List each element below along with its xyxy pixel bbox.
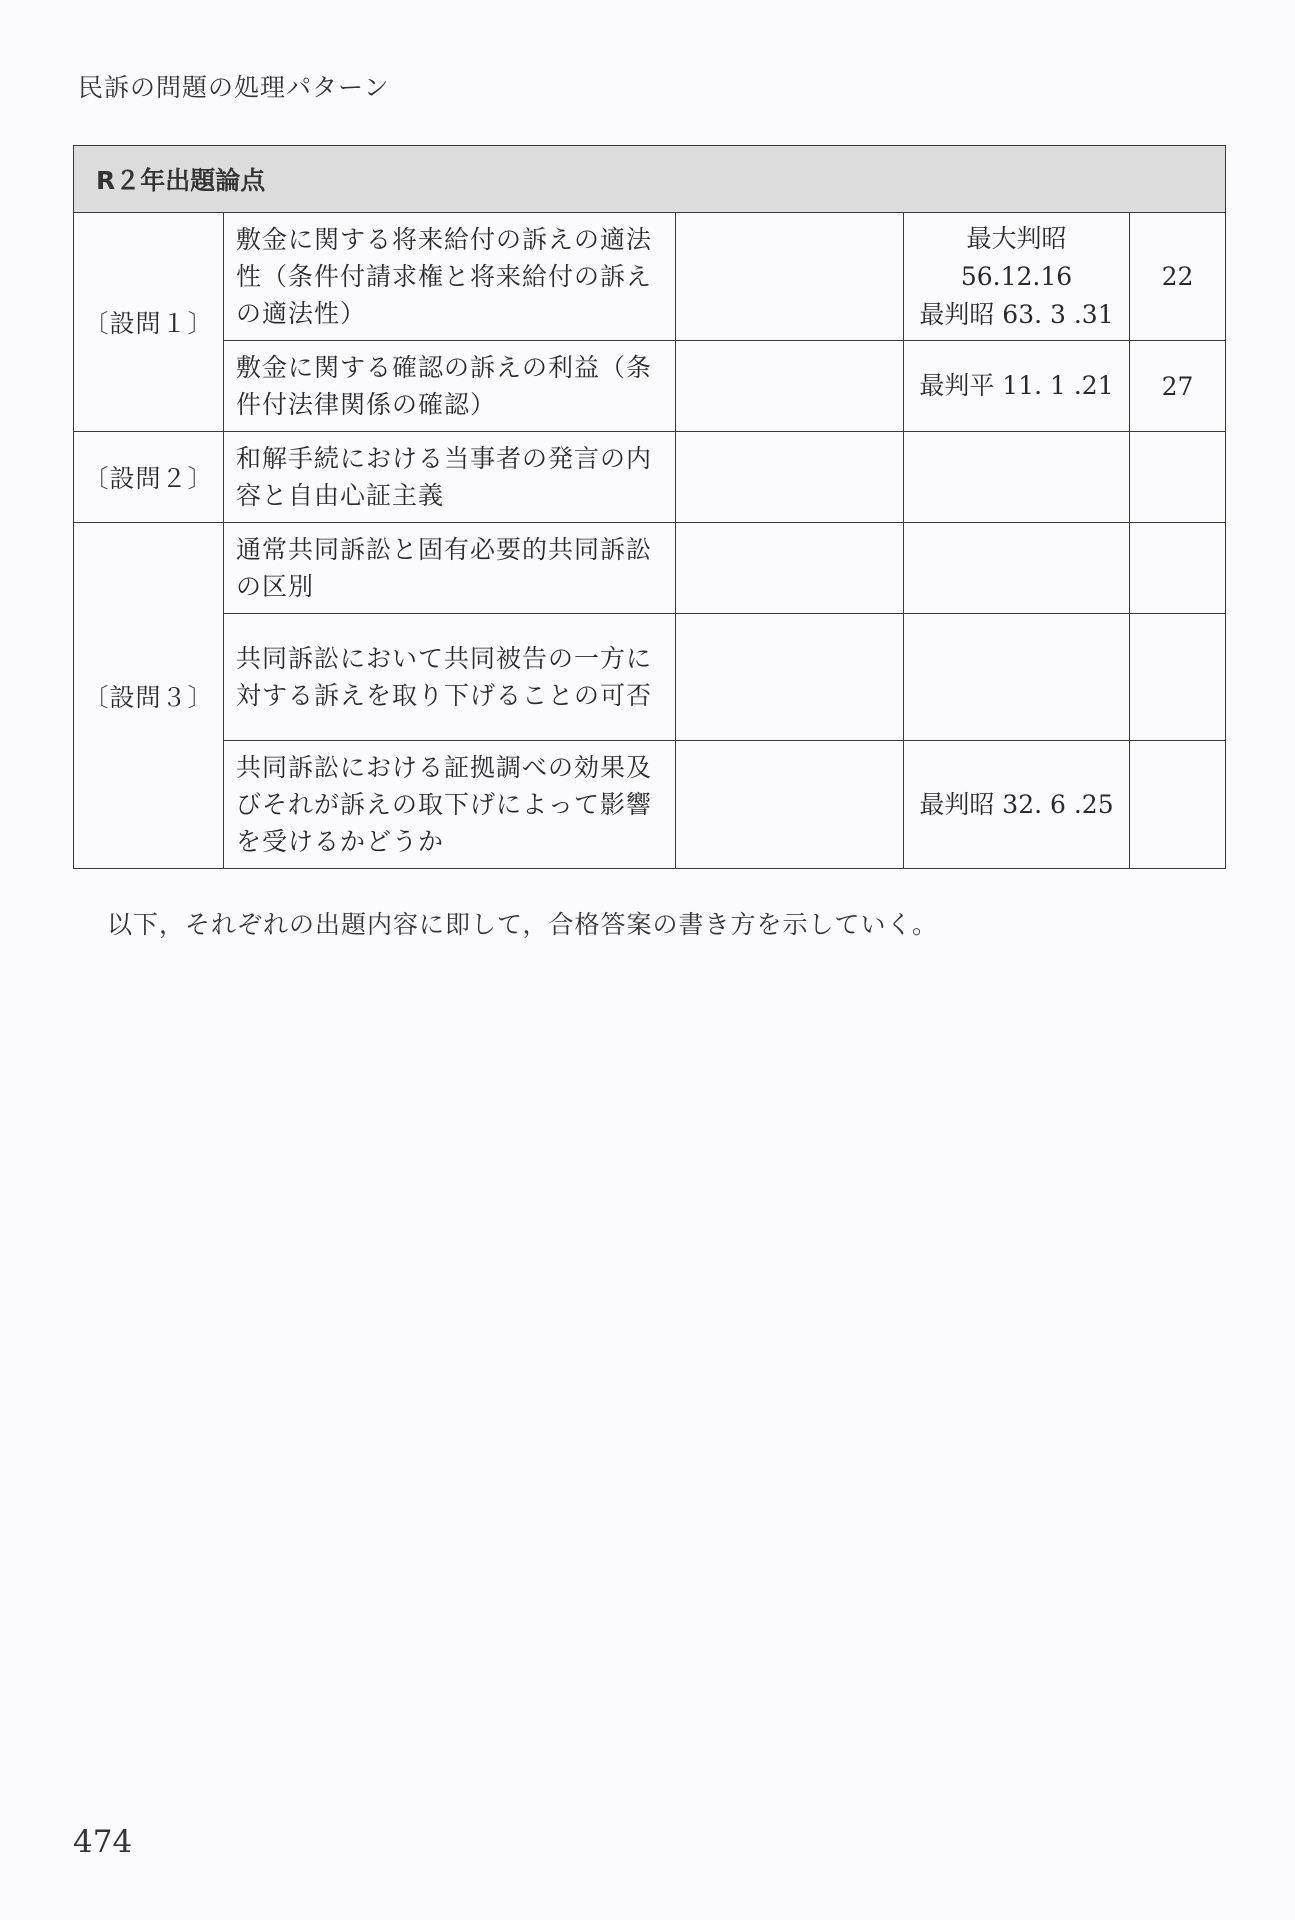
case-cell: 最大判昭 56.12.16 最判昭 63. 3 .31 <box>904 213 1130 341</box>
table-caption-row <box>74 146 1226 213</box>
table-row <box>74 341 1226 432</box>
page-ref-cell <box>1130 614 1226 741</box>
table-row <box>74 213 1226 341</box>
question-label: 〔設問１〕 <box>74 213 224 432</box>
topic-cell: 共同訴訟における証拠調べの効果及びそれが訴えの取下げによって影響を受けるかどうか <box>224 741 676 869</box>
blank-cell <box>676 741 904 869</box>
body-paragraph: 以下，それぞれの出題内容に即して，合格答案の書き方を示していく。 <box>107 910 939 939</box>
table-row <box>74 523 1226 614</box>
blank-cell <box>676 213 904 341</box>
table-row <box>74 432 1226 523</box>
running-head: 民訴の問題の処理パターン <box>78 73 390 102</box>
topic-cell: 敷金に関する確認の訴えの利益（条件付法律関係の確認） <box>224 341 676 432</box>
page-ref-cell <box>1130 523 1226 614</box>
topic-cell: 敷金に関する将来給付の訴えの適法性（条件付請求権と将来給付の訴えの適法性） <box>224 213 676 341</box>
page-number: 474 <box>73 1824 133 1860</box>
page-ref-cell: 22 <box>1130 213 1226 341</box>
blank-cell <box>676 614 904 741</box>
question-label: 〔設問２〕 <box>74 432 224 523</box>
issues-table <box>73 145 1226 869</box>
blank-cell <box>676 523 904 614</box>
blank-cell <box>676 341 904 432</box>
case-cell <box>904 614 1130 741</box>
table-row <box>74 614 1226 741</box>
page-ref-cell <box>1130 741 1226 869</box>
page-ref-cell: 27 <box>1130 341 1226 432</box>
case-cell: 最判昭 32. 6 .25 <box>904 741 1130 869</box>
table-row <box>74 741 1226 869</box>
blank-cell <box>676 432 904 523</box>
case-cell <box>904 432 1130 523</box>
page-ref-cell <box>1130 432 1226 523</box>
case-cell: 最判平 11. 1 .21 <box>904 341 1130 432</box>
topic-cell: 和解手続における当事者の発言の内容と自由心証主義 <box>224 432 676 523</box>
topic-cell: 通常共同訴訟と固有必要的共同訴訟の区別 <box>224 523 676 614</box>
question-label: 〔設問３〕 <box>74 523 224 869</box>
table-caption: R２年出題論点 <box>74 146 1226 213</box>
case-cell <box>904 523 1130 614</box>
topic-cell: 共同訴訟において共同被告の一方に対する訴えを取り下げることの可否 <box>224 614 676 741</box>
